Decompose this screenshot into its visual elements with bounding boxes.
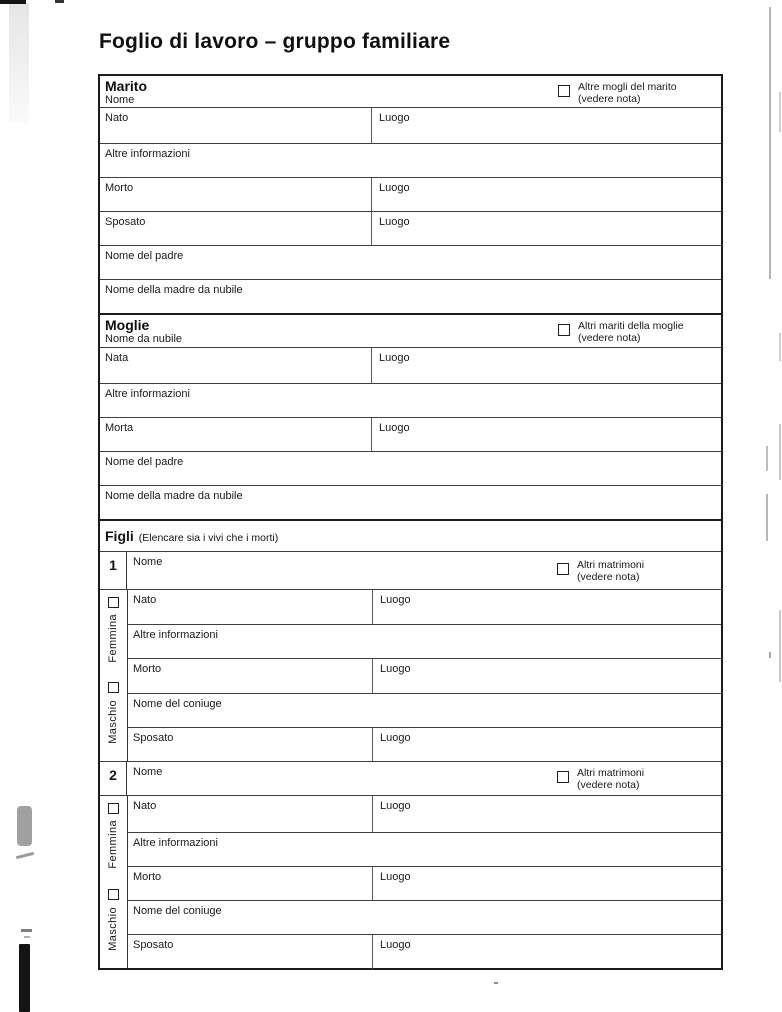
scan-artifact	[769, 7, 771, 279]
child-2-female-checkbox[interactable]	[108, 803, 119, 814]
note-text: Altri matrimoni (vedere nota)	[577, 767, 645, 791]
child-2-married-row	[128, 934, 721, 969]
field-label: Morto	[105, 182, 134, 194]
child-1-name-field[interactable]	[127, 552, 721, 589]
child-1-number: 1	[100, 552, 127, 589]
scan-artifact	[19, 944, 30, 1012]
children-section-title: Figli	[105, 528, 134, 544]
child-1-married-row	[128, 727, 721, 762]
field-label: Luogo	[380, 663, 411, 675]
children-header-row	[100, 519, 721, 551]
child-2-other-marriages-note	[557, 767, 644, 791]
field-label: Nome del padre	[105, 250, 184, 262]
husband-died-place-field[interactable]	[372, 178, 721, 211]
field-label: Sposato	[105, 216, 146, 228]
child-2-other-info-field[interactable]	[128, 832, 721, 866]
field-label: Nato	[133, 594, 157, 606]
wife-other-husbands-note	[558, 320, 684, 344]
field-label: Luogo	[380, 939, 411, 951]
wife-died-field[interactable]	[100, 418, 372, 451]
field-label: Nata	[105, 352, 129, 364]
scan-artifact	[779, 92, 781, 132]
scan-artifact	[9, 3, 29, 123]
scan-artifact	[779, 333, 781, 361]
field-label: Nato	[133, 800, 157, 812]
children-section-note: (Elencare sia i vivi che i morti)	[138, 532, 279, 544]
field-label: Luogo	[379, 352, 410, 364]
child-2-male-label: Maschio	[107, 907, 119, 951]
wife-born-field[interactable]	[100, 348, 372, 383]
husband-born-field[interactable]	[100, 108, 372, 143]
field-label: Nome della madre da nubile	[105, 490, 243, 502]
field-label: Altre informazioni	[105, 148, 190, 160]
field-label: Sposato	[133, 939, 174, 951]
family-group-form	[98, 74, 723, 970]
scan-artifact	[779, 424, 781, 480]
child-1-male-checkbox[interactable]	[108, 682, 119, 693]
child-2-died-place-field[interactable]	[373, 867, 721, 900]
field-label: Nome del padre	[105, 456, 184, 468]
field-label: Morto	[133, 871, 162, 883]
wife-born-place-field[interactable]	[372, 348, 721, 383]
child-2-other-marriages-checkbox[interactable]	[557, 771, 569, 783]
field-label: Morto	[133, 663, 162, 675]
child-2-born-place-field[interactable]	[373, 796, 721, 832]
field-label: Nome del coniuge	[133, 905, 222, 917]
child-1-spouse-field[interactable]	[128, 693, 721, 727]
wife-section-title: Moglie	[105, 317, 150, 333]
field-label: Altre informazioni	[105, 388, 190, 400]
husband-other-wives-note	[558, 81, 677, 105]
child-2-gender-column	[100, 796, 128, 968]
wife-other-info-field[interactable]	[100, 383, 721, 417]
child-1-name-row	[100, 551, 721, 589]
child-1-died-field[interactable]	[128, 659, 373, 693]
field-label: Nome del coniuge	[133, 698, 222, 710]
husband-married-field[interactable]	[100, 212, 372, 245]
child-2-married-place-field[interactable]	[373, 935, 721, 969]
child-1-female-checkbox[interactable]	[108, 597, 119, 608]
child-2-name-field[interactable]	[127, 762, 721, 795]
field-label: Luogo	[379, 422, 410, 434]
scan-artifact	[55, 0, 64, 3]
husband-header-row	[100, 76, 721, 107]
child-1-male-label: Maschio	[107, 700, 119, 744]
field-label: Nome	[133, 766, 163, 778]
field-label: Nome	[133, 556, 163, 568]
scan-artifact	[766, 446, 768, 471]
husband-mother-field[interactable]	[100, 279, 721, 313]
scan-artifact	[766, 494, 768, 541]
scan-artifact	[494, 982, 498, 984]
field-label: Nato	[105, 112, 129, 124]
note-text: Altre mogli del marito (vedere nota)	[578, 81, 677, 105]
scan-artifact	[21, 929, 32, 932]
child-2-died-field[interactable]	[128, 867, 373, 900]
child-2-name-row	[100, 761, 721, 795]
child-2-number: 2	[100, 762, 127, 795]
wife-other-husbands-checkbox[interactable]	[558, 324, 570, 336]
child-1-died-row	[128, 658, 721, 693]
child-1-body	[100, 589, 721, 761]
field-label: Morta	[105, 422, 134, 434]
husband-father-field[interactable]	[100, 245, 721, 279]
child-1-born-place-field[interactable]	[373, 590, 721, 624]
page-title: Foglio di lavoro – gruppo familiare	[99, 30, 451, 53]
husband-married-place-field[interactable]	[372, 212, 721, 245]
child-2-body	[100, 795, 721, 968]
wife-born-row	[100, 347, 721, 383]
child-1-married-place-field[interactable]	[373, 728, 721, 762]
husband-born-row	[100, 107, 721, 143]
scan-artifact	[769, 652, 771, 658]
husband-married-row	[100, 211, 721, 245]
child-1-died-place-field[interactable]	[373, 659, 721, 693]
husband-other-wives-checkbox[interactable]	[558, 85, 570, 97]
wife-father-field[interactable]	[100, 451, 721, 485]
field-label: Luogo	[379, 182, 410, 194]
field-label: Altre informazioni	[133, 837, 218, 849]
wife-died-place-field[interactable]	[372, 418, 721, 451]
husband-born-place-field[interactable]	[372, 108, 721, 143]
husband-died-field[interactable]	[100, 178, 372, 211]
wife-died-row	[100, 417, 721, 451]
scan-artifact	[16, 852, 34, 859]
husband-section-title: Marito	[105, 78, 147, 94]
child-2-spouse-field[interactable]	[128, 900, 721, 934]
field-label: Luogo	[380, 871, 411, 883]
husband-other-info-field[interactable]	[100, 143, 721, 177]
wife-maiden-name-label: Nome da nubile	[105, 333, 183, 345]
field-label: Luogo	[379, 112, 410, 124]
field-label: Nome della madre da nubile	[105, 284, 243, 296]
field-label: Luogo	[380, 732, 411, 744]
child-1-gender-column	[100, 590, 128, 761]
husband-name-label: Nome	[105, 94, 135, 106]
field-label: Luogo	[379, 216, 410, 228]
field-label: Altre informazioni	[133, 629, 218, 641]
field-label: Luogo	[380, 800, 411, 812]
child-2-married-field[interactable]	[128, 935, 373, 969]
note-text: Altri mariti della moglie (vedere nota)	[578, 320, 684, 344]
child-1-other-info-field[interactable]	[128, 624, 721, 658]
child-2-born-field[interactable]	[128, 796, 373, 832]
scan-artifact	[17, 806, 32, 846]
wife-header-row	[100, 313, 721, 347]
scan-artifact	[24, 936, 30, 938]
child-2-born-row	[128, 796, 721, 832]
child-1-born-field[interactable]	[128, 590, 373, 624]
child-2-male-checkbox[interactable]	[108, 889, 119, 900]
child-1-other-marriages-checkbox[interactable]	[557, 563, 569, 575]
child-1-married-field[interactable]	[128, 728, 373, 762]
child-2-female-label: Femmina	[107, 820, 119, 869]
child-1-female-label: Femmina	[107, 614, 119, 663]
note-text: Altri matrimoni (vedere nota)	[577, 559, 645, 583]
scan-artifact	[779, 610, 781, 682]
husband-died-row	[100, 177, 721, 211]
child-1-other-marriages-note	[557, 559, 644, 583]
wife-mother-field[interactable]	[100, 485, 721, 519]
child-1-born-row	[128, 590, 721, 624]
child-2-died-row	[128, 866, 721, 900]
field-label: Luogo	[380, 594, 411, 606]
field-label: Sposato	[133, 732, 174, 744]
